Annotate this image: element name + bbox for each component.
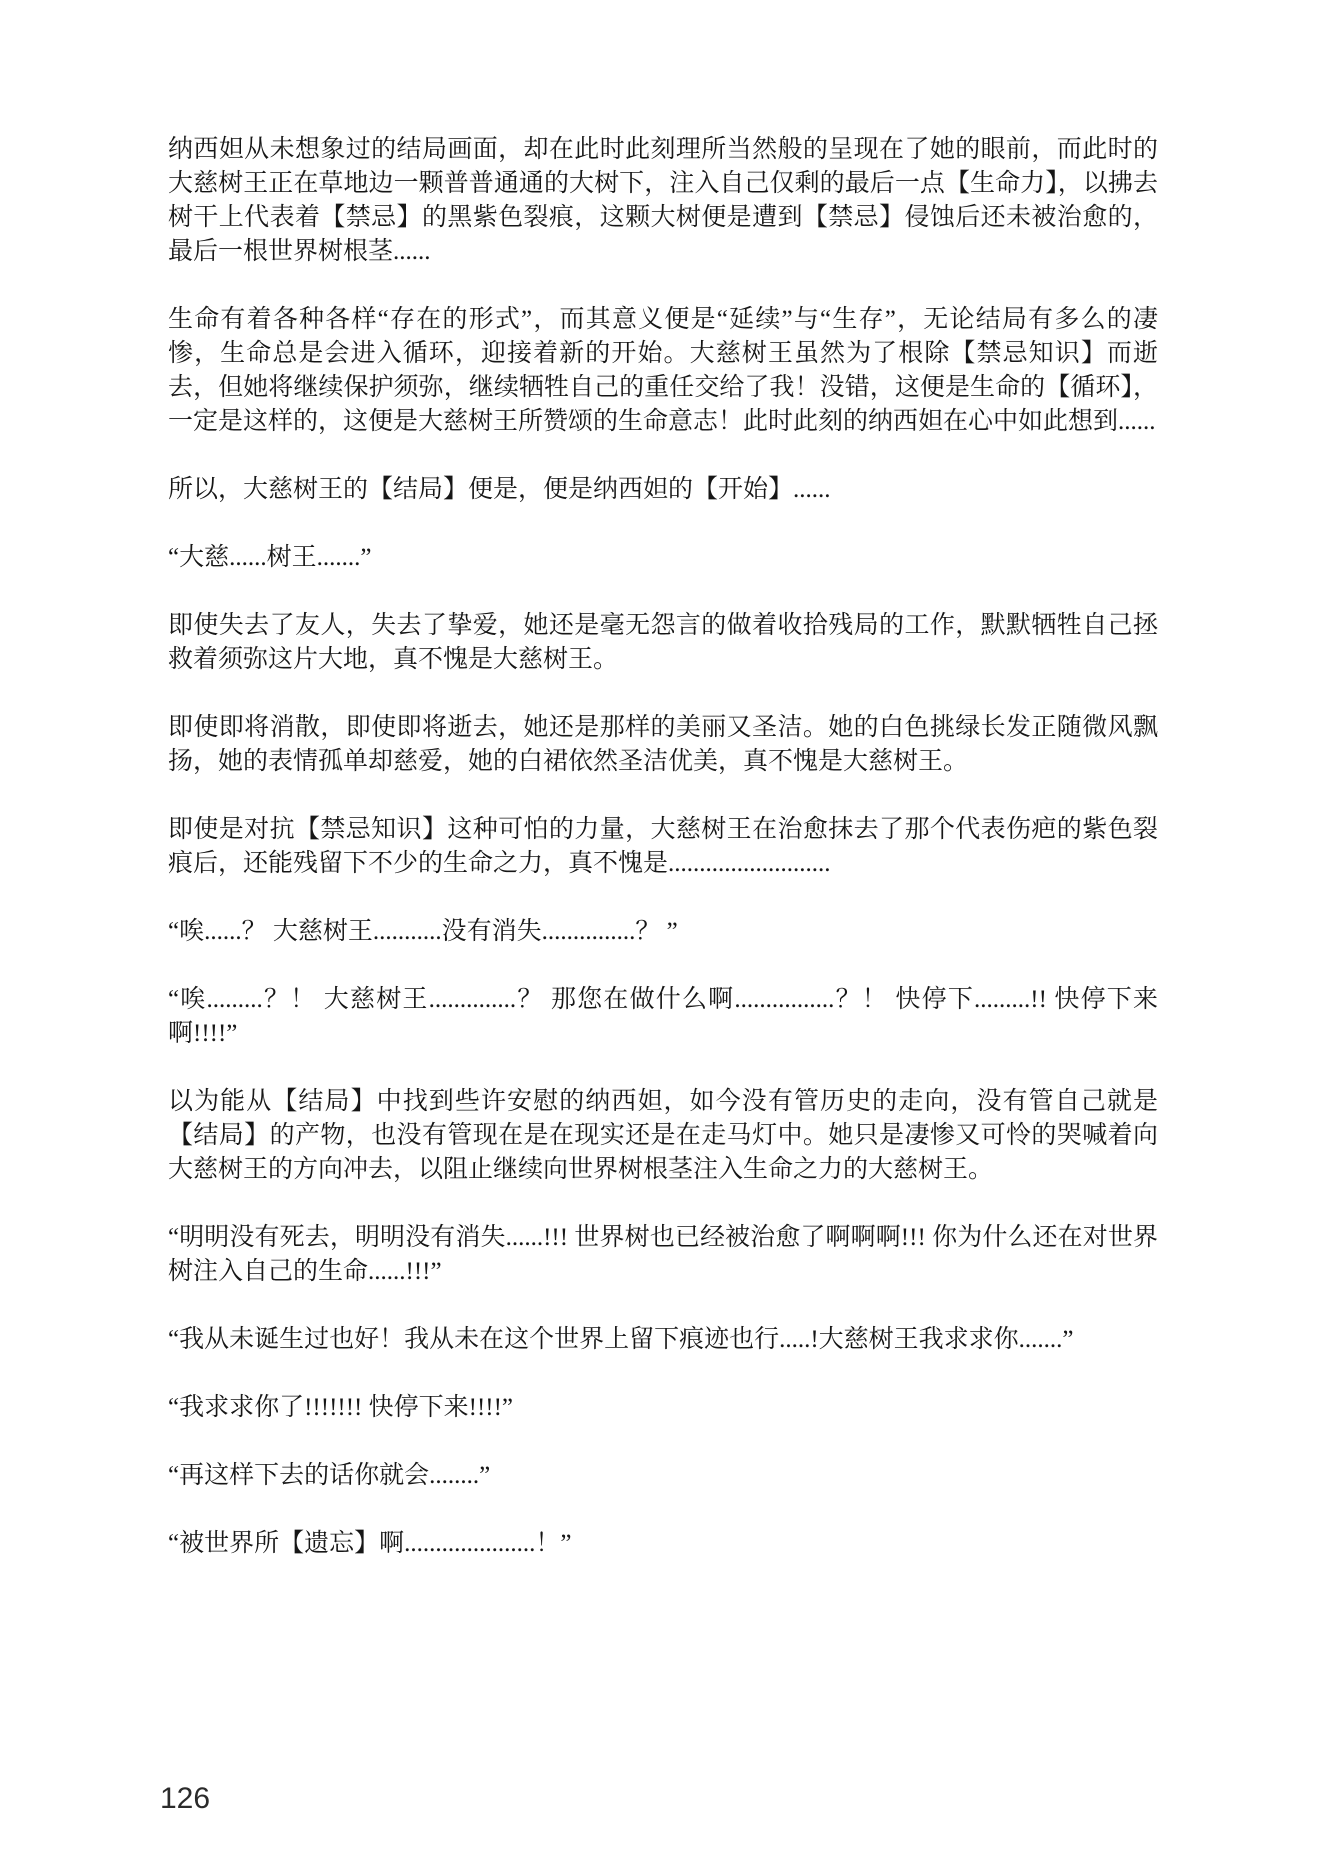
paragraph: 所以，大慈树王的【结局】便是，便是纳西妲的【开始】...... [168, 476, 831, 503]
paragraph-dialogue: “再这样下去的话你就会........” [168, 1462, 491, 1489]
paragraph: 以为能从【结局】中找到些许安慰的纳西妲，如今没有管历史的走向，没有管自己就是【结局】的产物，也没有管现在是在现实还是在走马灯中。她只是凄惨又可怜的哭喊着向大慈树王的方向冲去，以阻止继续向世界树根茎注入生命之力的大慈树王。 [168, 1088, 1158, 1183]
paragraph: 即使失去了友人，失去了挚爱，她还是毫无怨言的做着收拾残局的工作，默默牺牲自己拯救着须弥这片大地，真不愧是大慈树王。 [168, 612, 1158, 673]
paragraph: 即使是对抗【禁忌知识】这种可怕的力量，大慈树王在治愈抹去了那个代表伤疤的紫色裂痕后，还能残留下不少的生命之力，真不愧是.......................... [168, 816, 1158, 877]
paragraph-dialogue: “我从未诞生过也好！我从未在这个世界上留下痕迹也行.....!大慈树王我求求你.......” [168, 1326, 1074, 1353]
paragraph-dialogue: “明明没有死去，明明没有消失......!!! 世界树也已经被治愈了啊啊啊!!! 你为什么还在对世界树注入自己的生命......!!!” [168, 1224, 1158, 1285]
page-content [168, 133, 1158, 1595]
paragraph-dialogue: “唉.........？！ 大慈树王..............？ 那您在做什么啊................？！ 快停下.........!! 快停下来啊!!!!” [168, 986, 1158, 1047]
page-number: 126 [160, 1782, 211, 1815]
paragraph-dialogue: “唉......？ 大慈树王...........没有消失...............？ ” [168, 918, 678, 945]
paragraph: 即使即将消散，即使即将逝去，她还是那样的美丽又圣洁。她的白色挑绿长发正随微风飘扬，她的表情孤单却慈爱，她的白裙依然圣洁优美，真不愧是大慈树王。 [168, 714, 1158, 775]
paragraph: 生命有着各种各样“存在的形式”，而其意义便是“延续”与“生存”，无论结局有多么的凄惨，生命总是会进入循环，迎接着新的开始。大慈树王虽然为了根除【禁忌知识】而逝去，但她将继续保护须弥，继续牺牲自己的重任交给了我！没错，这便是生命的【循环】，一定是这样的，这便是大慈树王所赞颂的生命意志！此时此刻的纳西妲在心中如此想到...... [168, 306, 1158, 435]
paragraph-dialogue: “我求求你了!!!!!!! 快停下来!!!!” [168, 1394, 514, 1421]
paragraph: 纳西妲从未想象过的结局画面，却在此时此刻理所当然般的呈现在了她的眼前，而此时的大慈树王正在草地边一颗普普通通的大树下，注入自己仅剩的最后一点【生命力】，以拂去树干上代表着【禁忌】的黑紫色裂痕，这颗大树便是遭到【禁忌】侵蚀后还未被治愈的，最后一根世界树根茎...... [168, 136, 1158, 265]
paragraph-dialogue: “大慈......树王.......” [168, 544, 372, 571]
paragraph-dialogue: “被世界所【遗忘】啊.....................！” [168, 1530, 572, 1557]
